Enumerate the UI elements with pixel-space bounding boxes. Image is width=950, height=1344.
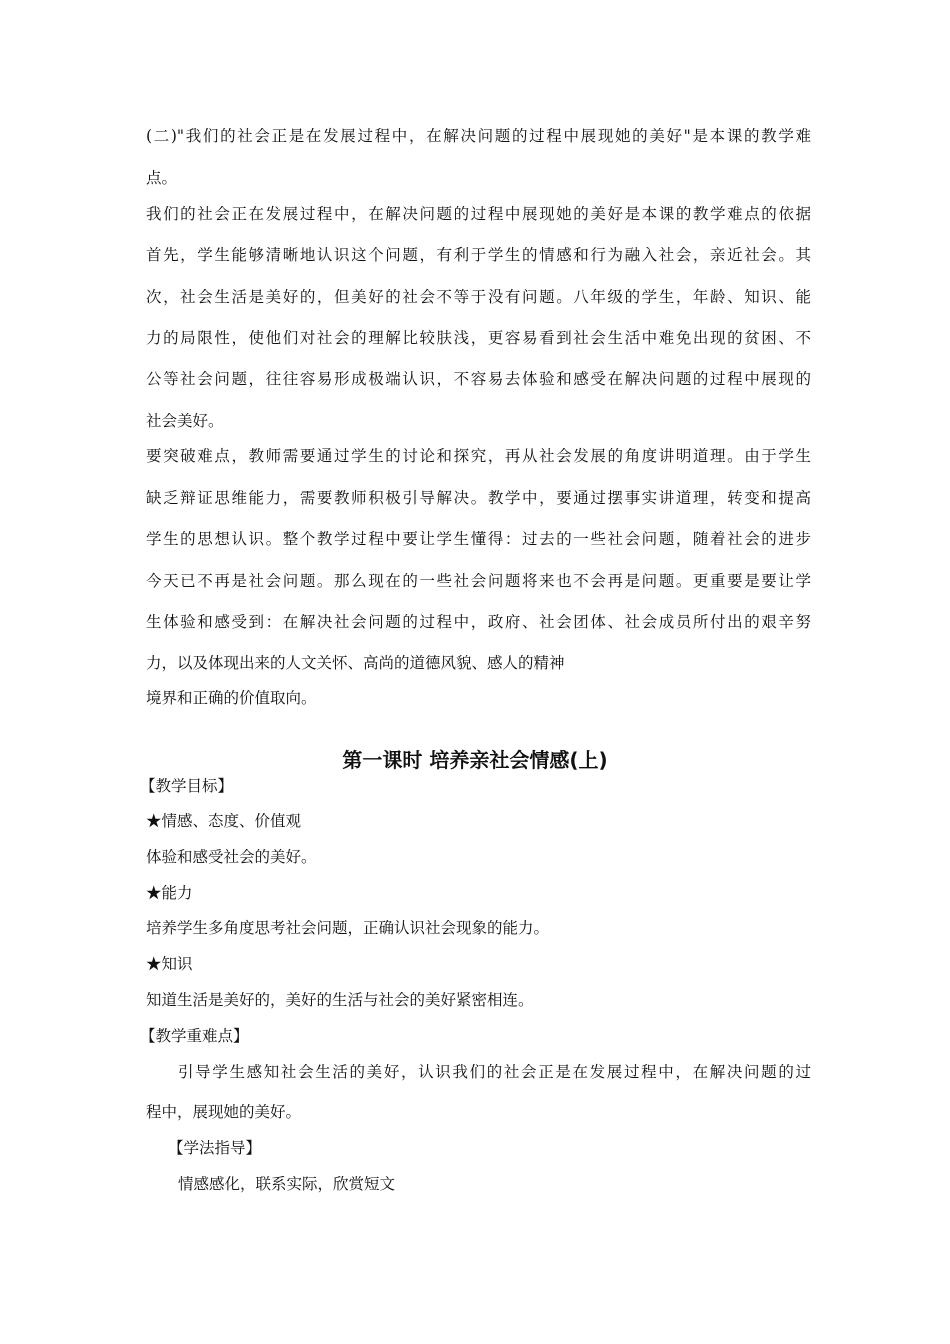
breakthrough-line-6: 力，以及体现出来的人文关怀、高尚的道德风貌、感人的精神 [146,654,565,672]
breakthrough-line-7: 境界和正确的价值取向。 [146,689,317,707]
knowledge-heading: ★知识 [146,955,193,973]
breakthrough-line-2: 缺乏辩证思维能力，需要教师积极引导解决。教学中，要通过摆事实讲道理，转变和提高 [146,489,811,507]
breakthrough-line-4: 今天已不再是社会问题。那么现在的一些社会问题将来也不会再是问题。更重要是要让学 [146,572,811,590]
key-points-line-1: 引导学生感知社会生活的美好，认识我们的社会正是在发展过程中，在解决问题的过 [178,1063,811,1081]
section-two-line-2: 点。 [146,169,178,187]
basis-line-2: 首先，学生能够清晰地认识这个问题，有利于学生的情感和行为融入社会，亲近社会。其 [146,246,811,264]
knowledge-text: 知道生活是美好的，美好的生活与社会的美好紧密相连。 [146,991,534,1009]
method-heading: 【学法指导】 [168,1139,262,1157]
key-points-line-2: 程中，展现她的美好。 [146,1103,302,1121]
emotion-text: 体验和感受社会的美好。 [146,848,317,866]
basis-line-1: 我们的社会正在发展过程中，在解决问题的过程中展现她的美好是本课的教学难点的依据 [146,205,811,223]
basis-line-4: 力的局限性，使他们对社会的理解比较肤浅，更容易看到社会生活中难免出现的贫困、不 [146,329,811,347]
ability-text: 培养学生多角度思考社会问题，正确认识社会现象的能力。 [146,919,550,937]
basis-line-3: 次，社会生活是美好的，但美好的社会不等于没有问题。八年级的学生，年龄、知识、能 [146,288,811,306]
breakthrough-line-3: 学生的思想认识。整个教学过程中要让学生懂得：过去的一些社会问题，随着社会的进步 [146,530,811,548]
breakthrough-line-5: 生体验和感受到：在解决社会问题的过程中，政府、社会团体、社会成员所付出的艰辛努 [146,613,811,631]
lesson-title: 第一课时 培养亲社会情感(上) [342,748,608,772]
objectives-heading: 【教学目标】 [140,777,234,795]
breakthrough-line-1: 要突破难点，教师需要通过学生的讨论和探究，再从社会发展的角度讲明道理。由于学生 [146,447,811,465]
emotion-heading: ★情感、态度、价值观 [146,812,302,830]
key-points-heading: 【教学重难点】 [140,1027,249,1045]
basis-line-6: 社会美好。 [146,412,224,430]
section-two-line-1: (二)"我们的社会正是在发展过程中，在解决问题的过程中展现她的美好"是本课的教学难 [146,127,811,145]
method-text: 情感感化，联系实际，欣赏短文 [178,1175,396,1193]
basis-line-5: 公等社会问题，往往容易形成极端认识，不容易去体验和感受在解决问题的过程中展现的 [146,370,811,388]
ability-heading: ★能力 [146,884,193,902]
